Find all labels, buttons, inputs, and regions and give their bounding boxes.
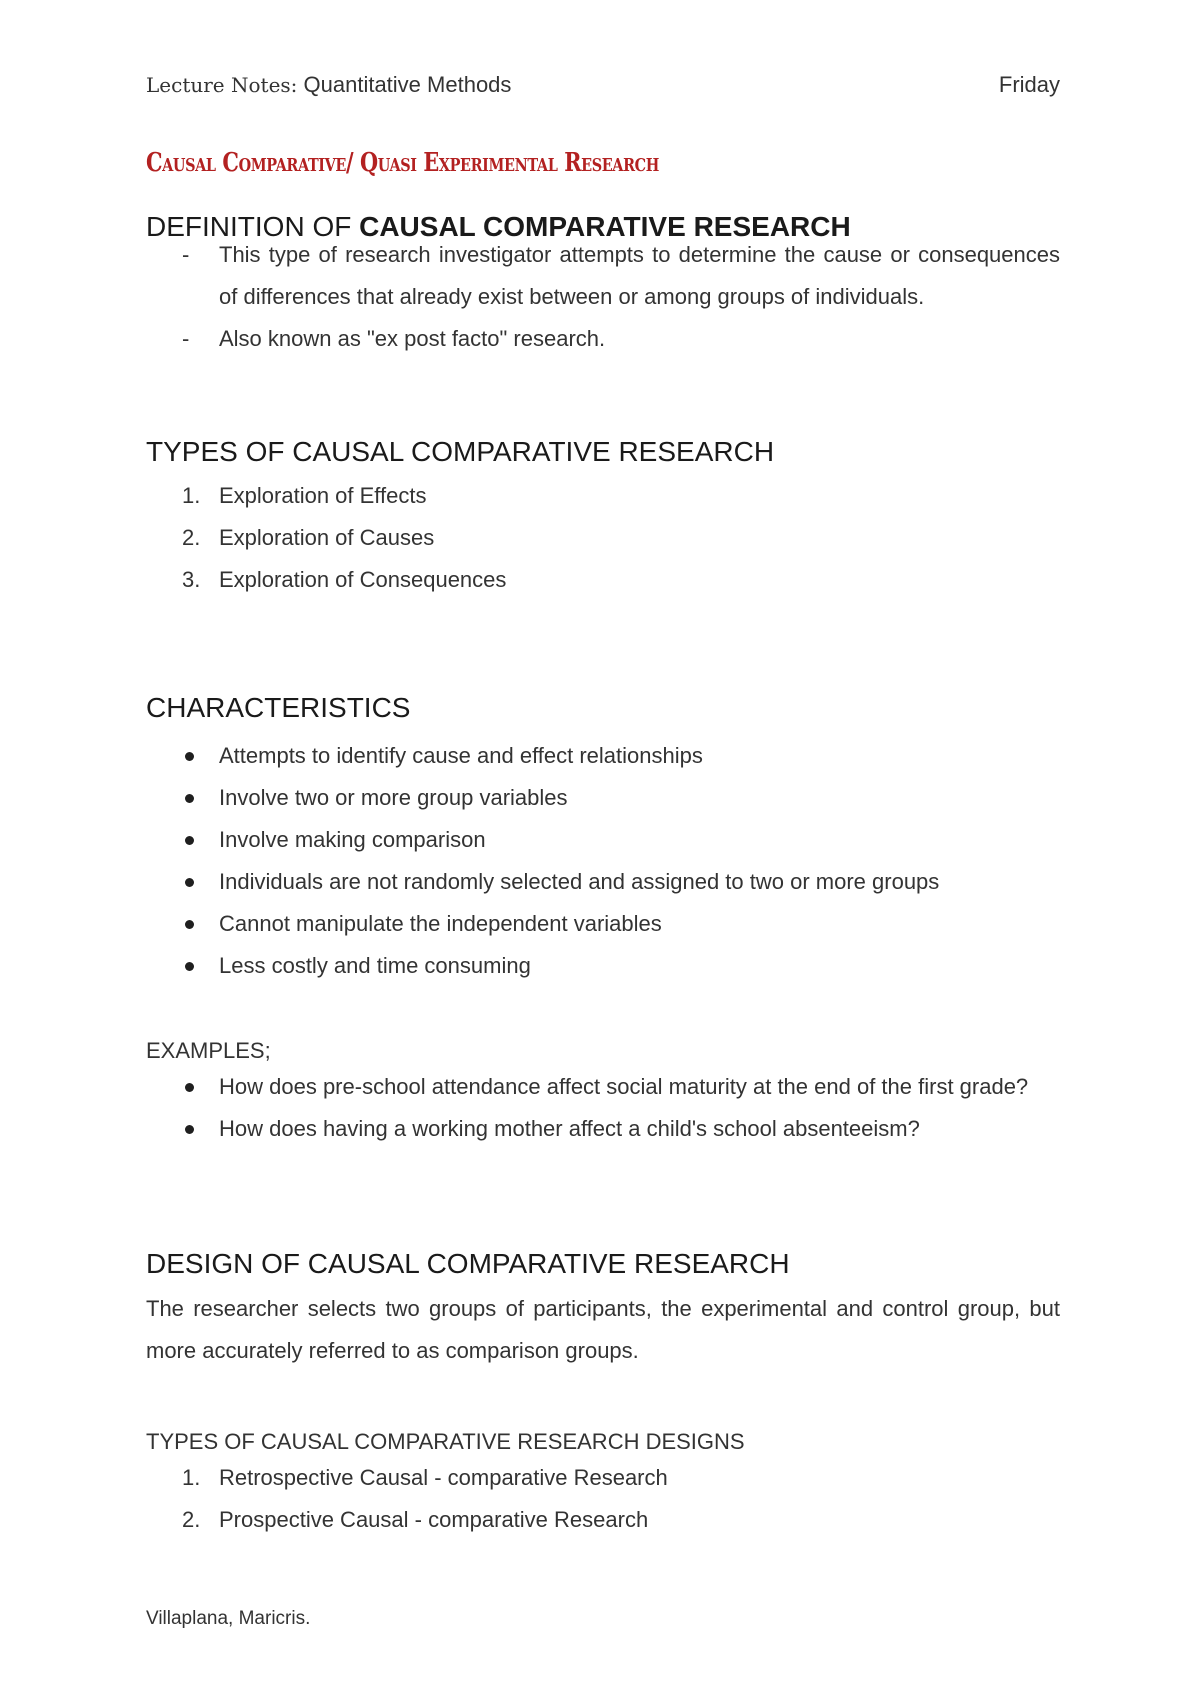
list-item [146,777,1060,819]
list-item [146,945,1060,987]
list-item [146,903,1060,945]
list-item-text: Exploration of Effects [219,483,427,508]
list-item-text: This type of research investigator attempts to determine the cause or consequences of differences that already exist between or among groups of individuals. [219,242,1060,309]
list-item-text: Individuals are not randomly selected and assigned to two or more groups [219,869,940,894]
list-item [146,861,1060,903]
list-item [146,559,1060,601]
definition-heading-plain: DEFINITION OF [146,211,360,242]
list-item [146,819,1060,861]
design-paragraph: The researcher selects two groups of participants, the experimental and control group, but more accurately referred to as comparison groups. [146,1296,1060,1363]
list-item [146,475,1060,517]
running-header [146,72,1060,102]
header-course [146,72,511,102]
list-item [146,1108,1060,1150]
list-item-text: Less costly and time consuming [219,953,531,978]
list-item [146,318,1060,360]
list-item-text: Attempts to identify cause and effect relationships [219,743,703,768]
list-item-text: Prospective Causal - comparative Research [219,1507,649,1532]
list-item-text: Retrospective Causal - comparative Research [219,1465,668,1490]
design-heading: DESIGN OF CAUSAL COMPARATIVE RESEARCH [146,1248,790,1279]
bullet-dot [185,878,194,887]
list-item [146,1066,1060,1108]
list-item [146,517,1060,559]
document-title: Causal Comparative/ Quasi Experimental Research [146,148,659,178]
number-marker: 3. [182,567,201,592]
list-item-text: Cannot manipulate the independent variables [219,911,662,936]
list-item [146,234,1060,318]
document-page [146,0,1060,1698]
characteristics-heading: CHARACTERISTICS [146,692,411,723]
number-marker: 2. [182,525,201,550]
types-heading: TYPES OF CAUSAL COMPARATIVE RESEARCH [146,436,775,467]
header-day: Friday [998,72,1060,97]
number-marker: 1. [182,1465,201,1490]
header-course-prefix: Lecture Notes: [146,73,298,97]
header-course-subject: Quantitative Methods [297,72,512,97]
bullet-dot [185,794,194,803]
types-list [146,475,1060,601]
list-item-text: How does pre-school attendance affect social maturity at the end of the first grade? [219,1074,1029,1099]
examples-list [146,1066,1060,1150]
list-item-text: Also known as "ex post facto" research. [219,326,606,351]
dash-marker: - [182,326,190,351]
bullet-dot [185,836,194,845]
list-item-text: Exploration of Causes [219,525,435,550]
characteristics-list [146,735,1060,987]
design-types-list [146,1457,1060,1541]
list-item-text: Involve two or more group variables [219,785,568,810]
bullet-dot [185,920,194,929]
list-item-text: How does having a working mother affect a child's school absenteeism? [219,1116,920,1141]
design-types-heading: TYPES OF CAUSAL COMPARATIVE RESEARCH DESIGNS [146,1429,745,1454]
footer-author: Villaplana, Maricris. [146,1608,311,1629]
list-item [146,735,1060,777]
bullet-dot [185,1083,194,1092]
list-item-text: Exploration of Consequences [219,567,507,592]
bullet-dot [185,962,194,971]
list-item [146,1499,1060,1541]
number-marker: 2. [182,1507,201,1532]
number-marker: 1. [182,483,201,508]
definition-heading-bold: CAUSAL COMPARATIVE RESEARCH [359,211,851,242]
examples-heading: EXAMPLES; [146,1038,271,1063]
list-item [146,1457,1060,1499]
definition-list [146,234,1060,360]
bullet-dot [185,752,194,761]
bullet-dot [185,1125,194,1134]
dash-marker: - [182,242,190,267]
list-item-text: Involve making comparison [219,827,486,852]
